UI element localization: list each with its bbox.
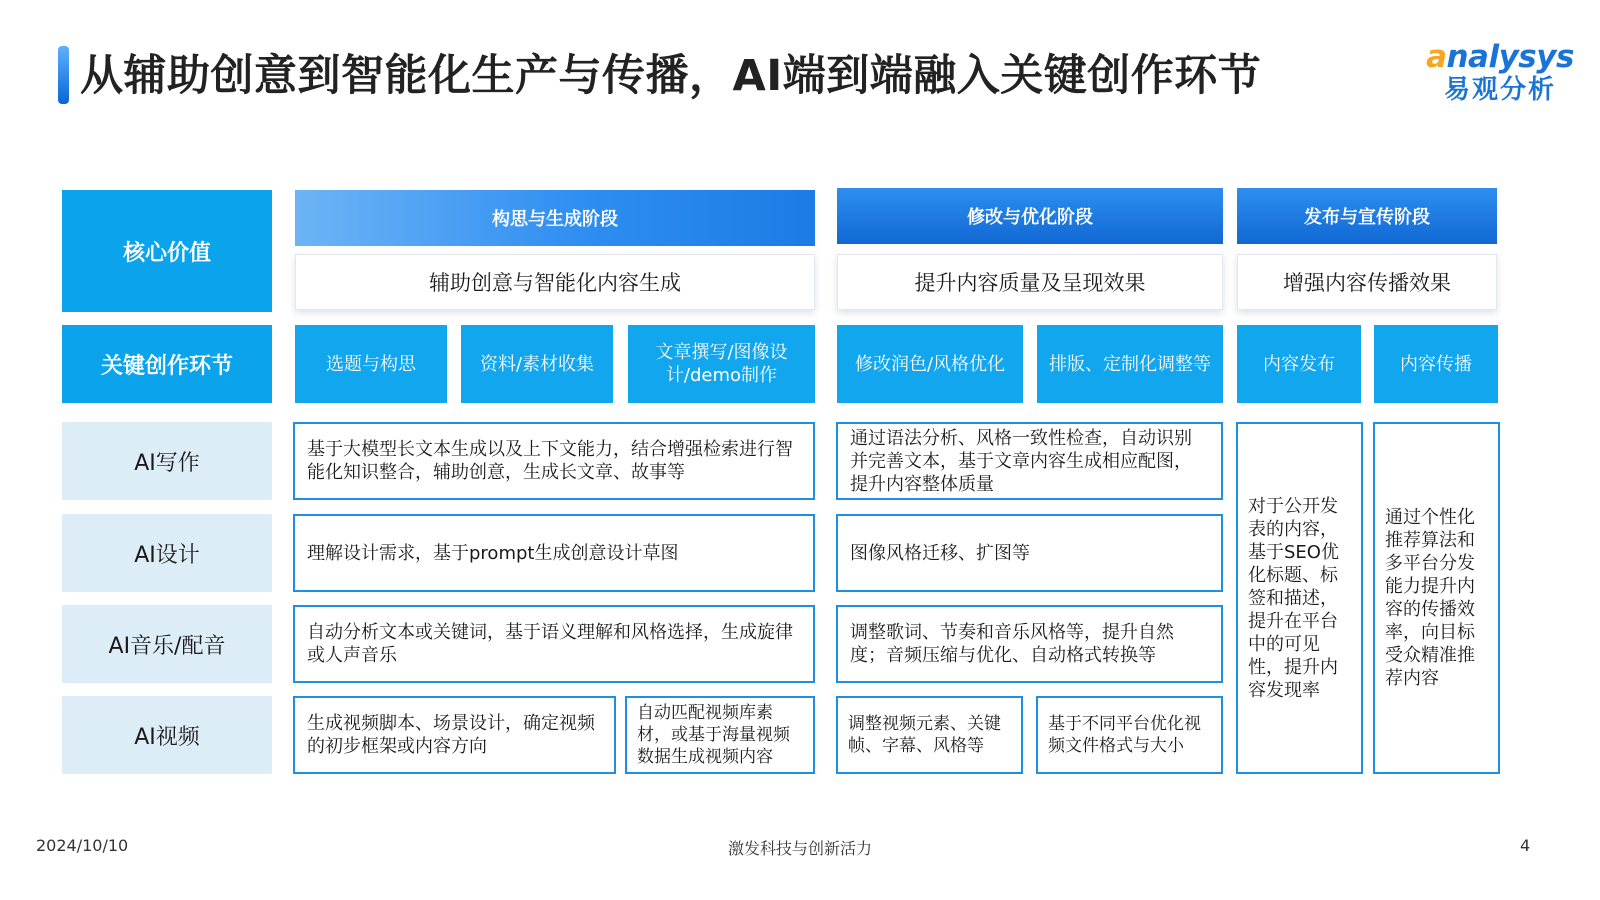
- step-topic-ideation: 选题与构思: [295, 325, 447, 403]
- step-polish-style: 修改润色/风格优化: [837, 325, 1023, 403]
- cell-publish-description: 对于公开发表的内容，基于SEO优化标题、标签和描述，提升在平台中的可见性，提升内容发现率: [1236, 422, 1363, 774]
- phase-header-publishing: 发布与宣传阶段: [1237, 188, 1497, 244]
- core-value-optimization: 提升内容质量及呈现效果: [837, 254, 1223, 310]
- cell-spread-description: 通过个性化推荐算法和多平台分发能力提升内容的传播效率，向目标受众精准推荐内容: [1373, 422, 1500, 774]
- step-layout-customize: 排版、定制化调整等: [1037, 325, 1223, 403]
- cell-video-create-material: 自动匹配视频库素材，或基于海量视频数据生成视频内容: [625, 696, 815, 774]
- row-header-ai-video: AI视频: [62, 696, 272, 774]
- row-header-core-value: 核心价值: [62, 190, 272, 312]
- footer-slogan: 激发科技与创新活力: [727, 839, 872, 858]
- cell-writing-create: 基于大模型长文本生成以及上下文能力，结合增强检索进行智能化知识整合，辅助创意，生成长文章、故事等: [293, 422, 815, 500]
- cell-video-optimize-format: 基于不同平台优化视频文件格式与大小: [1036, 696, 1223, 774]
- core-value-ideation: 辅助创意与智能化内容生成: [295, 254, 815, 310]
- row-header-ai-music: AI音乐/配音: [62, 605, 272, 683]
- step-content-spread: 内容传播: [1374, 325, 1498, 403]
- step-material-collection: 资料/素材收集: [461, 325, 613, 403]
- cell-video-optimize-elements: 调整视频元素、关键帧、字幕、风格等: [836, 696, 1023, 774]
- logo-english: [1420, 40, 1580, 74]
- core-value-publishing: 增强内容传播效果: [1237, 254, 1497, 310]
- phase-header-optimization: 修改与优化阶段: [837, 188, 1223, 244]
- row-header-ai-design: AI设计: [62, 514, 272, 592]
- row-header-ai-writing: AI写作: [62, 422, 272, 500]
- step-writing-design-demo: 文章撰写/图像设计/demo制作: [628, 325, 815, 403]
- title-accent-bar: [58, 46, 69, 104]
- cell-video-create-script: 生成视频脚本、场景设计，确定视频的初步框架或内容方向: [293, 696, 616, 774]
- step-content-publish: 内容发布: [1237, 325, 1361, 403]
- page-number: 4: [1520, 836, 1531, 855]
- cell-writing-optimize: 通过语法分析、风格一致性检查，自动识别并完善文本，基于文章内容生成相应配图，提升内容整体质量: [836, 422, 1223, 500]
- row-header-key-steps: 关键创作环节: [62, 325, 272, 403]
- logo-chinese: 易观分析: [1443, 75, 1556, 105]
- logo-first-letter: a: [1426, 39, 1447, 75]
- cell-design-create: 理解设计需求，基于prompt生成创意设计草图: [293, 514, 815, 592]
- cell-music-optimize: 调整歌词、节奏和音乐风格等，提升自然度；音频压缩与优化、自动格式转换等: [836, 605, 1223, 683]
- logo-english-rest: nalysys: [1446, 39, 1574, 75]
- phase-header-ideation: 构思与生成阶段: [295, 190, 815, 246]
- cell-design-optimize: 图像风格迁移、扩图等: [836, 514, 1223, 592]
- footer-date: 2024/10/10: [36, 836, 129, 855]
- page-title: 从辅助创意到智能化生产与传播，AI端到端融入关键创作环节: [80, 51, 1262, 101]
- analysys-logo: [1420, 40, 1580, 106]
- cell-music-create: 自动分析文本或关键词，基于语义理解和风格选择，生成旋律或人声音乐: [293, 605, 815, 683]
